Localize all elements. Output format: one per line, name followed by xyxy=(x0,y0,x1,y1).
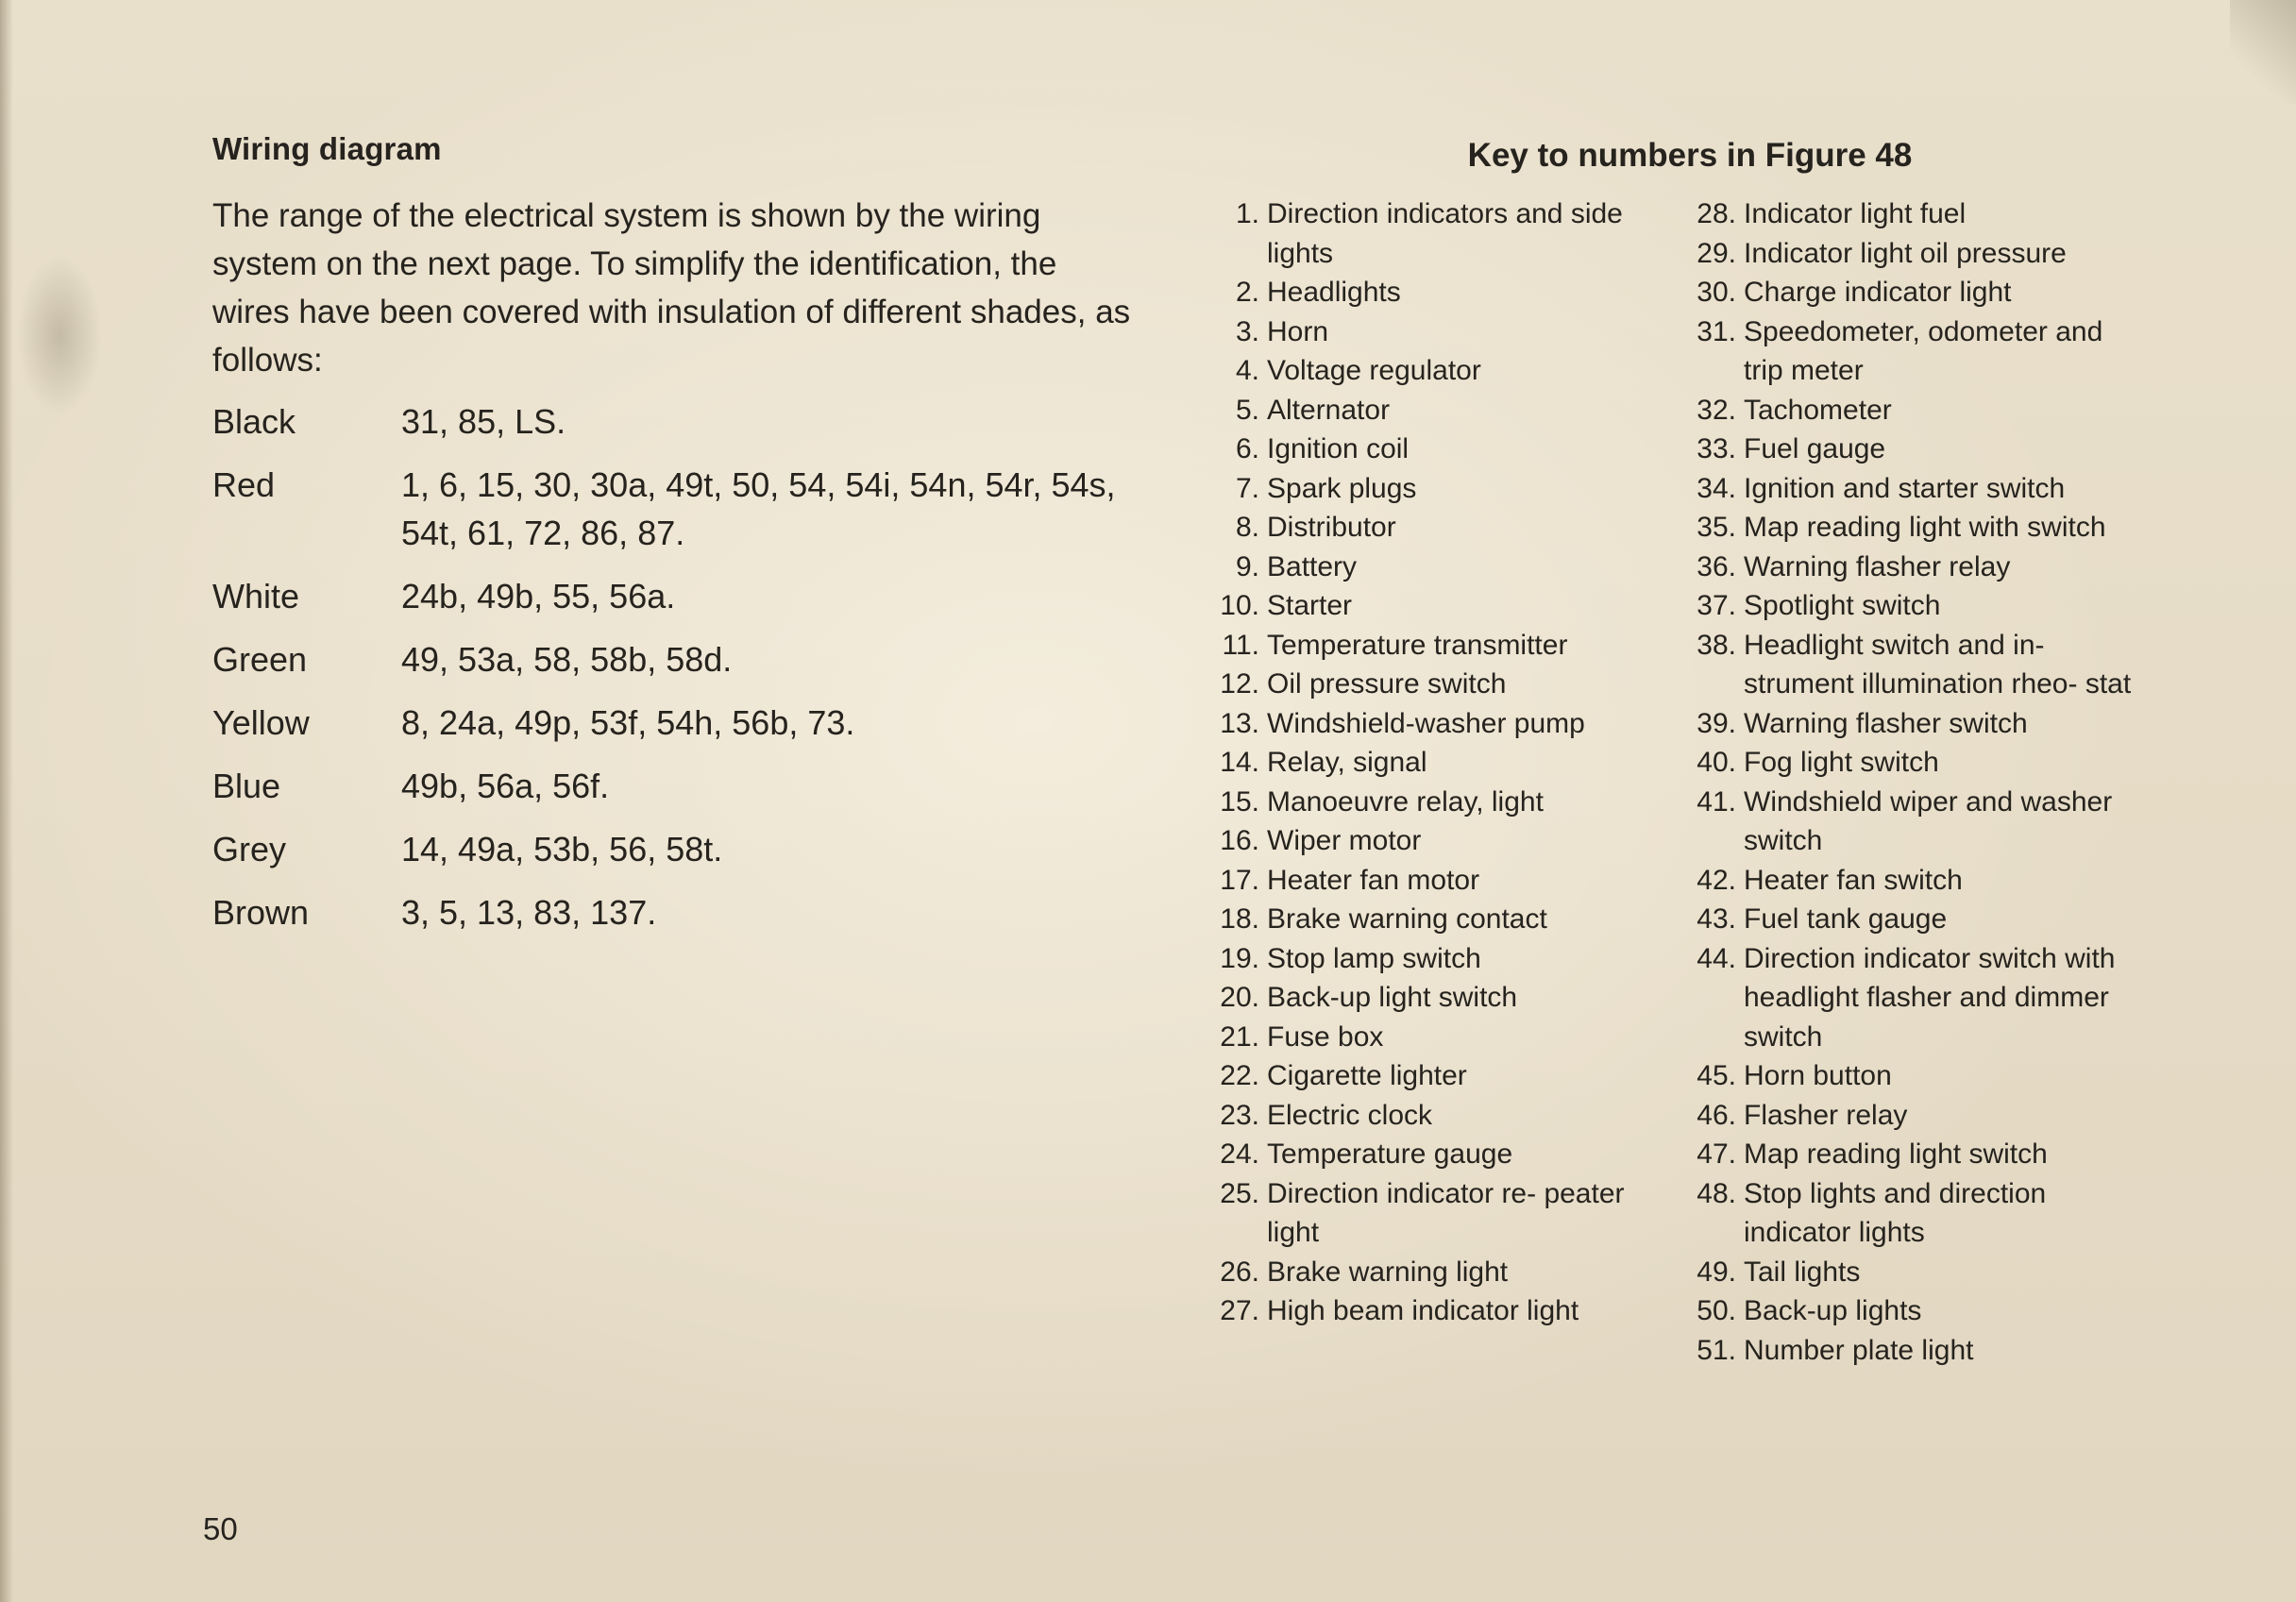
key-item xyxy=(1690,1291,2134,1331)
key-item-number: 37. xyxy=(1697,590,1736,621)
key-item-label: Fuse box xyxy=(1267,1020,1384,1053)
key-item xyxy=(1213,1253,1676,1292)
key-item xyxy=(1690,900,2134,939)
key-item-number: 1. xyxy=(1235,198,1259,229)
key-item-label: Horn xyxy=(1267,315,1329,347)
key-item-number: 11. xyxy=(1222,629,1259,661)
key-item-label: Fuel tank gauge xyxy=(1744,903,1948,935)
key-item xyxy=(1213,1056,1676,1096)
wire-numbers: 24b, 49b, 55, 56a. xyxy=(401,577,676,616)
key-item-label: Oil pressure switch xyxy=(1267,668,1507,700)
key-item-number: 47. xyxy=(1697,1138,1736,1170)
key-item xyxy=(1690,430,2134,469)
wire-numbers: 49, 53a, 58, 58b, 58d. xyxy=(401,640,733,679)
wire-numbers: 8, 24a, 49p, 53f, 54h, 56b, 73. xyxy=(401,703,855,742)
key-item-label: Number plate light xyxy=(1744,1334,1974,1366)
key-item-label: Map reading light switch xyxy=(1744,1138,2048,1170)
wire-color-row xyxy=(212,635,1156,683)
key-item-label: Map reading light with switch xyxy=(1744,512,2106,543)
wire-color-name: Green xyxy=(212,640,308,679)
key-item-label: Starter xyxy=(1267,590,1353,621)
key-item xyxy=(1213,391,1676,430)
key-item-label: Electric clock xyxy=(1267,1099,1433,1131)
key-item-label: Spotlight switch xyxy=(1744,590,1941,621)
key-item-number: 41. xyxy=(1697,785,1736,818)
key-item xyxy=(1690,469,2134,509)
key-item xyxy=(1213,704,1676,744)
paper-stain xyxy=(17,255,102,415)
key-item xyxy=(1690,1331,2134,1371)
wiring-section xyxy=(212,127,1156,952)
key-item xyxy=(1213,194,1676,273)
key-item-number: 14. xyxy=(1220,747,1259,778)
key-item-number: 21. xyxy=(1220,1020,1259,1053)
key-item-label: Headlight switch and in- strument illumination rheo- stat xyxy=(1744,629,2132,700)
key-item-number: 13. xyxy=(1220,707,1259,739)
key-item xyxy=(1213,665,1676,704)
key-item-label: Voltage regulator xyxy=(1267,355,1481,386)
key-item-number: 43. xyxy=(1697,903,1736,935)
key-item xyxy=(1213,508,1676,548)
key-item-label: Warning flasher relay xyxy=(1744,550,2011,582)
key-item-label: Indicator light oil pressure xyxy=(1744,237,2067,269)
wire-color-name: Black xyxy=(212,402,296,441)
page-edge-shadow xyxy=(0,0,13,1602)
key-item-number: 25. xyxy=(1220,1177,1259,1209)
key-item-number: 48. xyxy=(1697,1177,1736,1209)
key-item xyxy=(1213,978,1676,1018)
key-item-number: 6. xyxy=(1235,433,1259,464)
key-item-number: 16. xyxy=(1220,825,1259,856)
wire-numbers: 3, 5, 13, 83, 137. xyxy=(401,893,657,932)
wire-color-row xyxy=(212,397,1156,446)
key-item xyxy=(1690,586,2134,626)
key-item xyxy=(1690,1096,2134,1136)
key-item-label: Flasher relay xyxy=(1744,1099,1908,1131)
key-item-number: 44. xyxy=(1697,942,1736,974)
page-number: 50 xyxy=(203,1511,238,1546)
key-item-number: 22. xyxy=(1220,1060,1259,1091)
key-item-label: Brake warning contact xyxy=(1267,903,1547,935)
key-item-label: High beam indicator light xyxy=(1267,1295,1579,1326)
wire-color-row xyxy=(212,888,1156,936)
key-item xyxy=(1213,273,1676,312)
key-item xyxy=(1690,626,2134,704)
page-corner-shading xyxy=(2230,0,2296,104)
wire-numbers: 49b, 56a, 56f. xyxy=(401,767,610,805)
key-item-number: 17. xyxy=(1220,864,1259,896)
key-item xyxy=(1213,939,1676,979)
wire-color-name: Blue xyxy=(212,767,281,805)
key-item-label: Charge indicator light xyxy=(1744,277,2012,308)
key-item-label: Brake warning light xyxy=(1267,1256,1509,1288)
key-item-label: Speedometer, odometer and trip meter xyxy=(1744,315,2103,386)
key-item-label: Direction indicator re- peater light xyxy=(1267,1177,1625,1248)
key-item xyxy=(1213,783,1676,822)
key-item-number: 28. xyxy=(1697,198,1736,229)
key-item-label: Direction indicators and side lights xyxy=(1267,198,1623,269)
key-item-number: 49. xyxy=(1697,1256,1736,1288)
key-item xyxy=(1690,1056,2134,1096)
key-item xyxy=(1213,1096,1676,1136)
key-item-label: Tachometer xyxy=(1744,394,1892,426)
key-item xyxy=(1690,508,2134,548)
key-item-number: 26. xyxy=(1220,1256,1259,1288)
key-item-label: Manoeuvre relay, light xyxy=(1267,785,1544,818)
key-item-label: Stop lights and direction indicator lights xyxy=(1744,1177,2047,1248)
key-item-number: 34. xyxy=(1697,472,1736,504)
key-item-label: Spark plugs xyxy=(1267,472,1417,504)
key-item-label: Back-up light switch xyxy=(1267,982,1518,1013)
key-item-number: 42. xyxy=(1697,864,1736,896)
key-item-label: Cigarette lighter xyxy=(1267,1060,1467,1091)
key-item-label: Distributor xyxy=(1267,512,1396,543)
key-item xyxy=(1213,743,1676,783)
wire-color-row xyxy=(212,762,1156,810)
key-item xyxy=(1690,1135,2134,1174)
key-item-label: Warning flasher switch xyxy=(1744,707,2028,739)
wire-color-row xyxy=(212,825,1156,873)
key-item-label: Battery xyxy=(1267,550,1358,582)
key-item-number: 50. xyxy=(1697,1295,1736,1326)
key-item-number: 7. xyxy=(1235,472,1259,504)
key-item-number: 36. xyxy=(1697,550,1736,582)
key-item-label: Headlights xyxy=(1267,277,1401,308)
key-item xyxy=(1213,821,1676,861)
key-column-1 xyxy=(1213,194,1676,1370)
key-item-label: Stop lamp switch xyxy=(1267,942,1481,974)
key-item-number: 2. xyxy=(1235,277,1259,308)
key-item xyxy=(1690,861,2134,901)
key-item-number: 29. xyxy=(1697,237,1736,269)
key-item xyxy=(1213,1174,1676,1253)
key-item-number: 10. xyxy=(1220,590,1259,621)
key-column-2 xyxy=(1690,194,2134,1370)
key-item xyxy=(1690,391,2134,430)
key-item-label: Temperature gauge xyxy=(1267,1138,1513,1170)
key-item-number: 4. xyxy=(1235,355,1259,386)
wire-numbers: 31, 85, LS. xyxy=(401,402,566,441)
wiring-diagram-heading: Wiring diagram xyxy=(212,131,442,166)
key-item-number: 20. xyxy=(1220,982,1259,1013)
key-item-number: 45. xyxy=(1697,1060,1736,1091)
key-item-number: 32. xyxy=(1697,394,1736,426)
key-item-label: Wiper motor xyxy=(1267,825,1422,856)
wire-color-table xyxy=(212,397,1156,936)
key-item xyxy=(1690,704,2134,744)
key-item xyxy=(1213,351,1676,391)
wiring-intro-paragraph: The range of the electrical system is shown by the wiring system on the next page. To simplify the identification, the wires have been covered with insulation of different shades, as follows: xyxy=(212,197,1131,379)
wire-numbers: 14, 49a, 53b, 56, 58t. xyxy=(401,830,723,868)
key-item-number: 19. xyxy=(1220,942,1259,974)
key-item xyxy=(1690,1174,2134,1253)
key-item xyxy=(1690,548,2134,587)
key-item-number: 30. xyxy=(1697,277,1736,308)
key-item xyxy=(1213,312,1676,352)
key-item xyxy=(1213,626,1676,666)
wire-color-name: Grey xyxy=(212,830,287,868)
wire-color-row xyxy=(212,699,1156,747)
key-item-number: 35. xyxy=(1697,512,1736,543)
key-item-number: 46. xyxy=(1697,1099,1736,1131)
key-item-label: Relay, signal xyxy=(1267,747,1427,778)
key-item-label: Fuel gauge xyxy=(1744,433,1886,464)
key-item-label: Heater fan motor xyxy=(1267,864,1480,896)
key-columns xyxy=(1213,194,2157,1370)
key-heading: Key to numbers in Figure 48 xyxy=(1467,137,1913,174)
key-item xyxy=(1213,469,1676,509)
key-item-number: 12. xyxy=(1220,668,1259,700)
key-item-label: Ignition coil xyxy=(1267,433,1410,464)
wire-color-name: Yellow xyxy=(212,703,310,742)
key-item-label: Windshield wiper and washer switch xyxy=(1744,785,2113,856)
key-item xyxy=(1690,1253,2134,1292)
key-item-label: Heater fan switch xyxy=(1744,864,1963,896)
wire-color-name: White xyxy=(212,577,300,616)
key-item-number: 9. xyxy=(1235,550,1259,582)
key-item-number: 39. xyxy=(1697,707,1736,739)
key-item xyxy=(1213,548,1676,587)
key-item-number: 40. xyxy=(1697,747,1736,778)
key-item xyxy=(1690,743,2134,783)
key-item-label: Direction indicator switch with headlight flasher and dimmer switch xyxy=(1744,942,2116,1053)
key-item xyxy=(1690,273,2134,312)
key-item xyxy=(1690,783,2134,861)
key-item-label: Windshield-washer pump xyxy=(1267,707,1585,739)
key-item-label: Tail lights xyxy=(1744,1256,1861,1288)
key-item xyxy=(1213,1135,1676,1174)
key-item-label: Fog light switch xyxy=(1744,747,1939,778)
key-item-number: 5. xyxy=(1235,394,1259,426)
key-item-number: 23. xyxy=(1220,1099,1259,1131)
key-item-label: Horn button xyxy=(1744,1060,1892,1091)
key-item-label: Indicator light fuel xyxy=(1744,198,1967,229)
key-item-number: 31. xyxy=(1697,315,1736,347)
key-item xyxy=(1690,194,2134,234)
wire-numbers: 1, 6, 15, 30, 30a, 49t, 50, 54, 54i, 54n, 54r, 54s, 54t, 61, 72, 86, 87. xyxy=(401,465,1116,552)
key-item-label: Alternator xyxy=(1267,394,1391,426)
key-item-number: 18. xyxy=(1220,903,1259,935)
key-item xyxy=(1213,586,1676,626)
wire-color-name: Red xyxy=(212,465,276,504)
key-item-number: 15. xyxy=(1220,785,1259,818)
key-item-number: 27. xyxy=(1220,1295,1259,1326)
key-item-number: 38. xyxy=(1697,629,1736,661)
key-item-number: 33. xyxy=(1697,433,1736,464)
key-item-label: Ignition and starter switch xyxy=(1744,472,2066,504)
key-item xyxy=(1213,900,1676,939)
key-item-number: 51. xyxy=(1697,1334,1736,1366)
key-section xyxy=(1213,132,2157,1366)
key-item xyxy=(1213,430,1676,469)
wire-color-row xyxy=(212,461,1156,557)
wire-color-row xyxy=(212,572,1156,620)
key-item-label: Temperature transmitter xyxy=(1267,629,1568,661)
key-item xyxy=(1690,312,2134,391)
key-item xyxy=(1213,861,1676,901)
key-item-number: 24. xyxy=(1220,1138,1259,1170)
wire-color-name: Brown xyxy=(212,893,310,932)
key-item xyxy=(1213,1291,1676,1331)
key-item xyxy=(1690,234,2134,274)
key-item xyxy=(1213,1018,1676,1057)
key-item-number: 3. xyxy=(1235,315,1259,347)
key-item-number: 8. xyxy=(1235,512,1259,543)
key-item-label: Back-up lights xyxy=(1744,1295,1922,1326)
key-item xyxy=(1690,939,2134,1057)
